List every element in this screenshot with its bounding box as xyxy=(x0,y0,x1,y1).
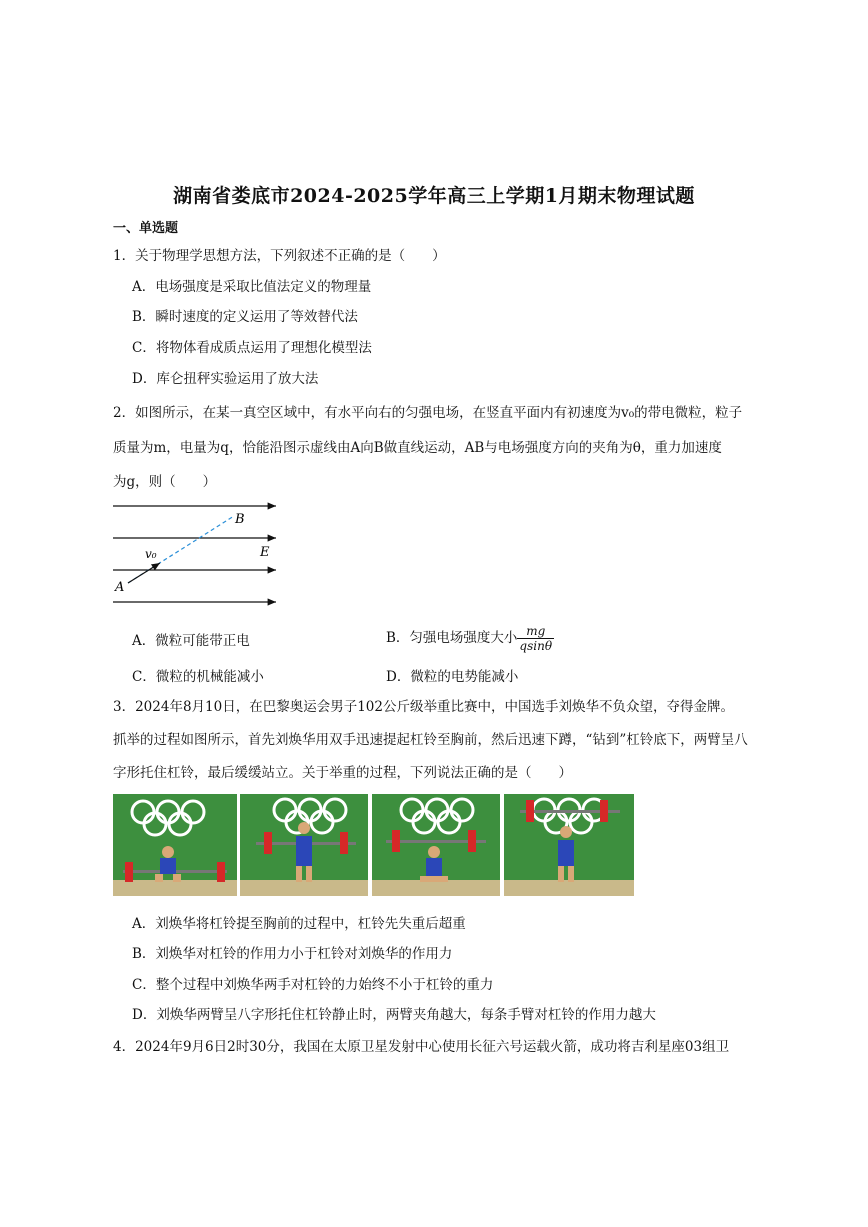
fraction-numerator: mg xyxy=(517,624,554,639)
q3-option-b: B．刘焕华对杠铃的作用力小于杠铃对刘焕华的作用力 xyxy=(132,946,453,962)
q2-option-d: D．微粒的电势能减小 xyxy=(386,669,519,685)
q3-option-c: C．整个过程中刘焕华两手对杠铃的力始终不小于杠铃的重力 xyxy=(132,977,494,993)
q1-option-b: B．瞬时速度的定义运用了等效替代法 xyxy=(132,309,358,325)
q2-stem-line1: 2．如图所示，在某一真空区域中，有水平向右的匀强电场，在竖直平面内有初速度为v₀的带电微粒，粒子 xyxy=(113,405,743,421)
label-v0: v₀ xyxy=(145,547,157,561)
q2-stem-line3: 为g，则（ ） xyxy=(113,474,217,490)
section-heading: 一、单选题 xyxy=(113,221,179,236)
q1-option-a: A．电场强度是采取比值法定义的物理量 xyxy=(132,279,372,295)
q2-option-a: A．微粒可能带正电 xyxy=(132,633,250,649)
weightlifting-photo-4 xyxy=(504,794,634,896)
q3-option-d: D．刘焕华两臂呈八字形托住杠铃静止时，两臂夹角越大，每条手臂对杠铃的作用力越大 xyxy=(132,1007,656,1023)
weightlifting-photo-1 xyxy=(113,794,237,896)
label-b: B xyxy=(235,512,245,527)
q2-option-b-fraction xyxy=(517,624,554,653)
fraction-denominator: qsinθ xyxy=(519,639,553,653)
velocity-arrow xyxy=(128,563,160,583)
label-e: E xyxy=(260,545,270,560)
q3-stem-line3: 字形托住杠铃，最后缓缓站立。关于举重的过程，下列说法正确的是（ ） xyxy=(113,765,572,781)
q3-stem-line1: 3．2024年8月10日，在巴黎奥运会男子102公斤级举重比赛中，中国选手刘焕华不负众望，夺得金牌。 xyxy=(113,699,734,715)
q2-stem-line2: 质量为m，电量为q，恰能沿图示虚线由A向B做直线运动，AB与电场强度方向的夹角为θ，重力加速度 xyxy=(113,440,722,456)
label-a: A xyxy=(115,580,125,595)
weightlifting-photo-2 xyxy=(240,794,368,896)
q2-option-b-prefix: B．匀强电场强度大小 xyxy=(386,630,518,646)
q3-option-a: A．刘焕华将杠铃提至胸前的过程中，杠铃先失重后超重 xyxy=(132,916,466,932)
q4-stem-line1: 4．2024年9月6日2时30分，我国在太原卫星发射中心使用长征六号运载火箭，成功将吉利星座03组卫 xyxy=(113,1039,730,1055)
q2-option-c: C．微粒的机械能减小 xyxy=(132,669,264,685)
q1-option-c: C．将物体看成质点运用了理想化模型法 xyxy=(132,340,372,356)
q3-stem-line2: 抓举的过程如图所示，首先刘焕华用双手迅速提起杠铃至胸前，然后迅速下蹲，“钻到”杠铃底下，两臂呈八 xyxy=(113,732,748,748)
weightlifting-photo-3 xyxy=(372,794,500,896)
q1-stem: 1．关于物理学思想方法，下列叙述不正确的是（ ） xyxy=(113,248,446,264)
q2-option-b xyxy=(386,624,554,653)
q1-option-d: D．库仑扭秤实验运用了放大法 xyxy=(132,371,319,387)
page-title: 湖南省娄底市2024-2025学年高三上学期1月期末物理试题 xyxy=(173,185,695,207)
electric-field-diagram xyxy=(110,498,285,608)
